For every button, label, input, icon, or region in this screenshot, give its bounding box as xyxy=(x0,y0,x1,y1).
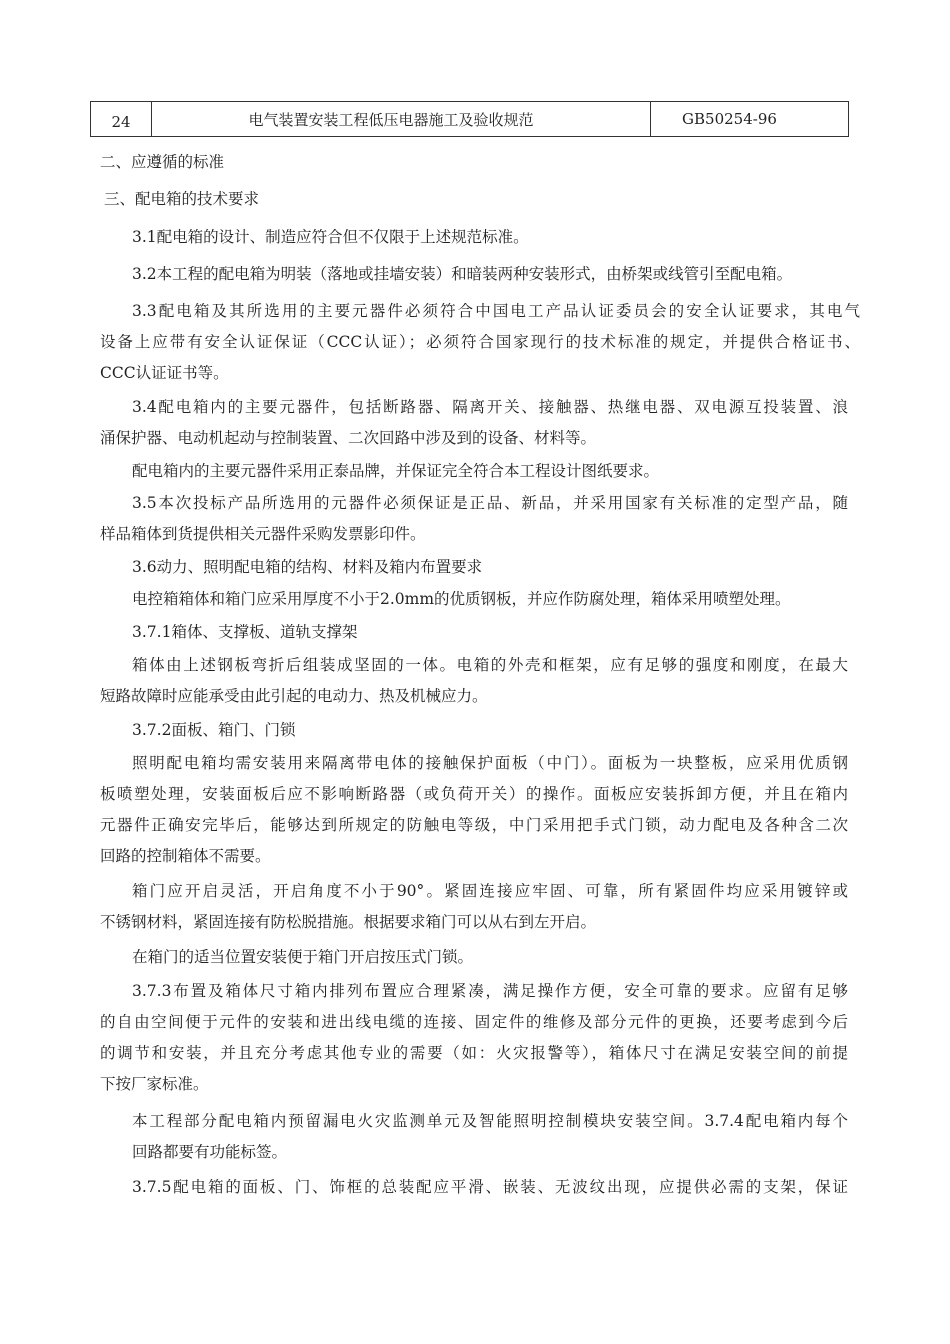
paragraph-3-2 xyxy=(132,259,852,290)
paragraph-3-7-2 xyxy=(132,715,848,746)
paragraph-line: 3.3配电箱及其所选用的主要元器件必须符合中国电工产品认证委员会的安全认证要求，其电气 xyxy=(132,302,860,320)
paragraph-3-3 xyxy=(100,296,860,389)
paragraph-line: 回路的控制箱体不需要。 xyxy=(100,847,271,865)
paragraph-line: 3.7.5配电箱的面板、门、饰框的总装配应平滑、嵌装、无波纹出现，应提供必需的支架，保证 xyxy=(132,1178,848,1196)
heading-standards: 二、应遵循的标准 xyxy=(100,153,225,171)
table-row xyxy=(91,102,849,137)
paragraph-line: 短路故障时应能承受由此引起的电动力、热及机械应力。 xyxy=(100,687,488,705)
heading-tech-requirements: 三、配电箱的技术要求 xyxy=(104,190,260,208)
paragraph-line: 下按厂家标准。 xyxy=(100,1075,209,1093)
paragraph-line: 3.5本次投标产品所选用的元器件必须保证是正品、新品，并采用国家有关标准的定型产品，随 xyxy=(132,494,848,512)
paragraph-line: 3.7.3布置及箱体尺寸箱内排列布置应合理紧凑，满足操作方便，安全可靠的要求。应留有足够 xyxy=(132,982,848,1000)
paragraph-line: 3.1配电箱的设计、制造应符合但不仅限于上述规范标准。 xyxy=(132,228,529,246)
paragraph-box xyxy=(100,650,848,712)
paragraph-brand xyxy=(132,456,848,487)
paragraph-line: 元器件正确安完毕后，能够达到所规定的防触电等级，中门采用把手式门锁，动力配电及各种含二次 xyxy=(100,816,848,834)
paragraph-3-7-4 xyxy=(132,1106,848,1168)
paragraph-line: 箱体由上述钢板弯折后组装成坚固的一体。电箱的外壳和框架，应有足够的强度和刚度，在最大 xyxy=(132,656,848,674)
paragraph-line: 3.7.1箱体、支撑板、道轨支撑架 xyxy=(132,623,358,641)
paragraph-line: 涌保护器、电动机起动与控制装置、二次回路中涉及到的设备、材料等。 xyxy=(100,429,597,447)
paragraph-3-7-5 xyxy=(132,1172,848,1203)
paragraph-line: 配电箱内的主要元器件采用正泰品牌，并保证完全符合本工程设计图纸要求。 xyxy=(132,462,660,480)
paragraph-3-5 xyxy=(100,488,848,550)
paragraph-line: 在箱门的适当位置安装便于箱门开启按压式门锁。 xyxy=(132,948,474,966)
paragraph-line: 不锈钢材料，紧固连接有防松脱措施。根据要求箱门可以从右到左开启。 xyxy=(100,913,597,931)
standards-table xyxy=(90,101,849,137)
paragraph-panel xyxy=(100,748,848,872)
paragraph-3-4 xyxy=(100,392,848,454)
paragraph-line: 箱门应开启灵活，开启角度不小于90°。紧固连接应牢固、可靠，所有紧固件均应采用镀锌或 xyxy=(132,882,848,900)
standard-code: GB50254-96 xyxy=(651,102,849,137)
paragraph-3-7-3 xyxy=(100,976,848,1100)
paragraph-line: 的调节和安装，并且充分考虑其他专业的需要（如：火灾报警等），箱体尺寸在满足安装空间的前提 xyxy=(100,1044,848,1062)
paragraph-line: 设备上应带有安全认证保证（CCC认证）；必须符合国家现行的技术标准的规定，并提供合格证书、 xyxy=(100,333,860,351)
paragraph-door xyxy=(100,876,848,938)
standard-name: 电气装置安装工程低压电器施工及验收规范 xyxy=(152,102,651,137)
paragraph-line: 回路都要有功能标签。 xyxy=(132,1143,288,1161)
paragraph-lock xyxy=(132,942,848,973)
paragraph-line: 3.2本工程的配电箱为明装（落地或挂墙安装）和暗装两种安装形式，由桥架或线管引至配电箱。 xyxy=(132,265,793,283)
paragraph-line: 的自由空间便于元件的安装和进出线电缆的连接、固定件的维修及部分元件的更换，还要考虑到今后 xyxy=(100,1013,848,1031)
paragraph-steel xyxy=(132,584,848,615)
paragraph-line: 电控箱箱体和箱门应采用厚度不小于2.0mm的优质钢板，并应作防腐处理，箱体采用喷塑处理。 xyxy=(132,590,791,608)
paragraph-line: 3.7.2面板、箱门、门锁 xyxy=(132,721,296,739)
paragraph-line: 样品箱体到货提供相关元器件采购发票影印件。 xyxy=(100,525,426,543)
paragraph-line: 本工程部分配电箱内预留漏电火灾监测单元及智能照明控制模块安装空间。3.7.4配电箱内每个 xyxy=(132,1112,848,1130)
paragraph-line: 照明配电箱均需安装用来隔离带电体的接触保护面板（中门）。面板为一块整板，应采用优质钢 xyxy=(132,754,848,772)
paragraph-line: 3.6动力、照明配电箱的结构、材料及箱内布置要求 xyxy=(132,558,483,576)
paragraph-line: 3.4配电箱内的主要元器件，包括断路器、隔离开关、接触器、热继电器、双电源互投装置、浪 xyxy=(132,398,848,416)
row-number: 24 xyxy=(91,102,152,137)
paragraph-3-6 xyxy=(132,552,848,583)
paragraph-line: CCC认证证书等。 xyxy=(100,364,229,382)
paragraph-3-7-1 xyxy=(132,617,848,648)
paragraph-3-1 xyxy=(132,222,852,253)
paragraph-line: 板喷塑处理，安装面板后应不影响断路器（或负荷开关）的操作。面板应安装拆卸方便，并且在箱内 xyxy=(100,785,848,803)
